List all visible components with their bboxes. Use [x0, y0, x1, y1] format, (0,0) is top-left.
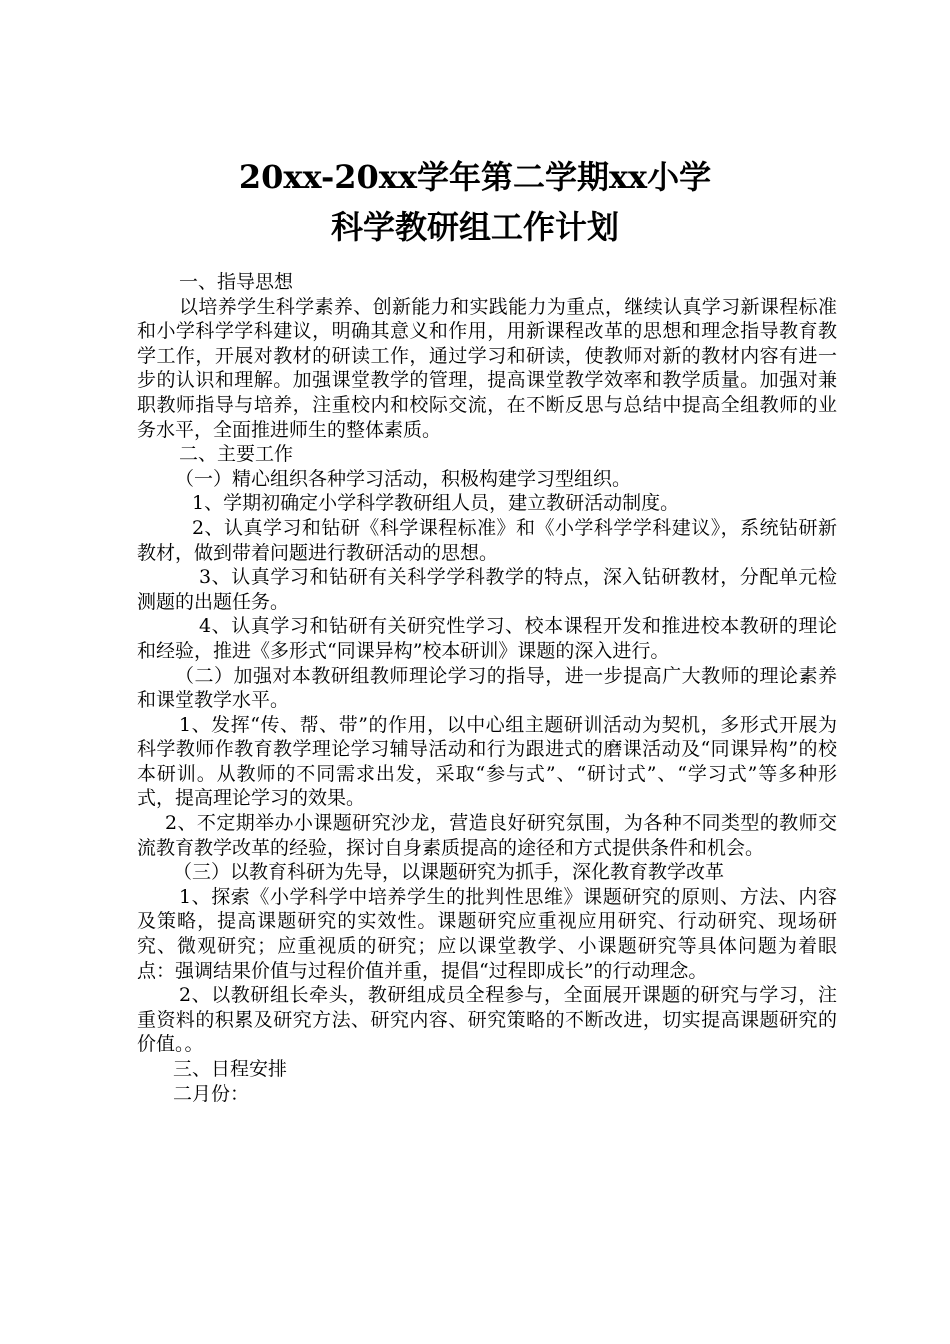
list-item-2-2: 2、不定期举办小课题研究沙龙，营造良好研究氛围，为各种不同类型的教师交流教育教学改革的经验，探讨自身素质提高的途径和方式提供条件和机会。	[137, 812, 837, 859]
document-title	[0, 152, 950, 252]
list-item-1-2: 2、认真学习和钻研《科学课程标准》和《小学科学学科建议》，系统钻研新教材，做到带着问题进行教研活动的思想。	[137, 516, 837, 564]
list-item-1-4: 4、认真学习和钻研有关研究性学习、校本课程开发和推进校本教研的理论和经验，推进《多形式“同课异构”校本研训》课题的深入进行。	[137, 615, 837, 662]
list-item-2-1: 1、发挥“传、帮、带”的作用，以中心组主题研训活动为契机，多形式开展为科学教师作教育教学理论学习辅导活动和行为跟进式的磨课活动及“同课异构”的校本研训。从教师的不同需求出发，采取“参与式”、“研讨式”、“学习式”等多种形式，提高理论学习的效果。	[137, 713, 837, 810]
title-line-1: 20xx-20xx学年第二学期xx小学	[238, 158, 712, 196]
section-heading-schedule: 三、日程安排	[173, 1058, 288, 1080]
section-heading-guiding-ideology: 一、指导思想	[179, 271, 294, 293]
subsection-heading-2: （二）加强对本教研组教师理论学习的指导，进一步提高广大教师的理论素养和课堂教学水平。	[137, 664, 837, 712]
paragraph-guiding-ideology: 以培养学生科学素养、创新能力和实践能力为重点，继续认真学习新课程标准和小学科学学科建议，明确其意义和作用，用新课程改革的思想和理念指导教育教学工作，开展对教材的研读工作，通过学习和研读，使教师对新的教材内容有进一步的认识和理解。加强课堂教学的管理，提高课堂教学效率和教学质量。加强对兼职教师指导与培养，注重校内和校际交流，在不断反思与总结中提高全组教师的业务水平，全面推进师生的整体素质。	[137, 295, 837, 441]
list-item-3-2: 2、以教研组长牵头，教研组成员全程参与，全面展开课题的研究与学习，注重资料的积累及研究方法、研究内容、研究策略的不断改进，切实提高课题研究的价值。。	[137, 984, 837, 1056]
section-heading-main-work: 二、主要工作	[179, 443, 294, 466]
list-item-1-1: 1、学期初确定小学科学教研组人员，建立教研活动制度。	[192, 492, 680, 515]
list-item-3-1: 1、探索《小学科学中培养学生的批判性思维》课题研究的原则、方法、内容及策略，提高课题研究的实效性。课题研究应重视应用研究、行动研究、现场研究、微观研究；应重视质的研究；应以课堂教学、小课题研究等具体问题为着眼点：强调结果价值与过程价值并重，提倡“过程即成长”的行动理念。	[137, 885, 837, 982]
document-body	[137, 270, 837, 1106]
subsection-heading-3: （三）以教育科研为先导，以课题研究为抓手，深化教育教学改革	[173, 861, 725, 884]
schedule-month-february: 二月份：	[173, 1082, 250, 1105]
title-line-2: 科学教研组工作计划	[330, 208, 619, 246]
subsection-heading-1: （一）精心组织各种学习活动，积极构建学习型组织。	[175, 467, 632, 490]
list-item-1-3: 3、认真学习和钻研有关科学学科教学的特点，深入钻研教材，分配单元检测题的出题任务。	[137, 566, 837, 613]
